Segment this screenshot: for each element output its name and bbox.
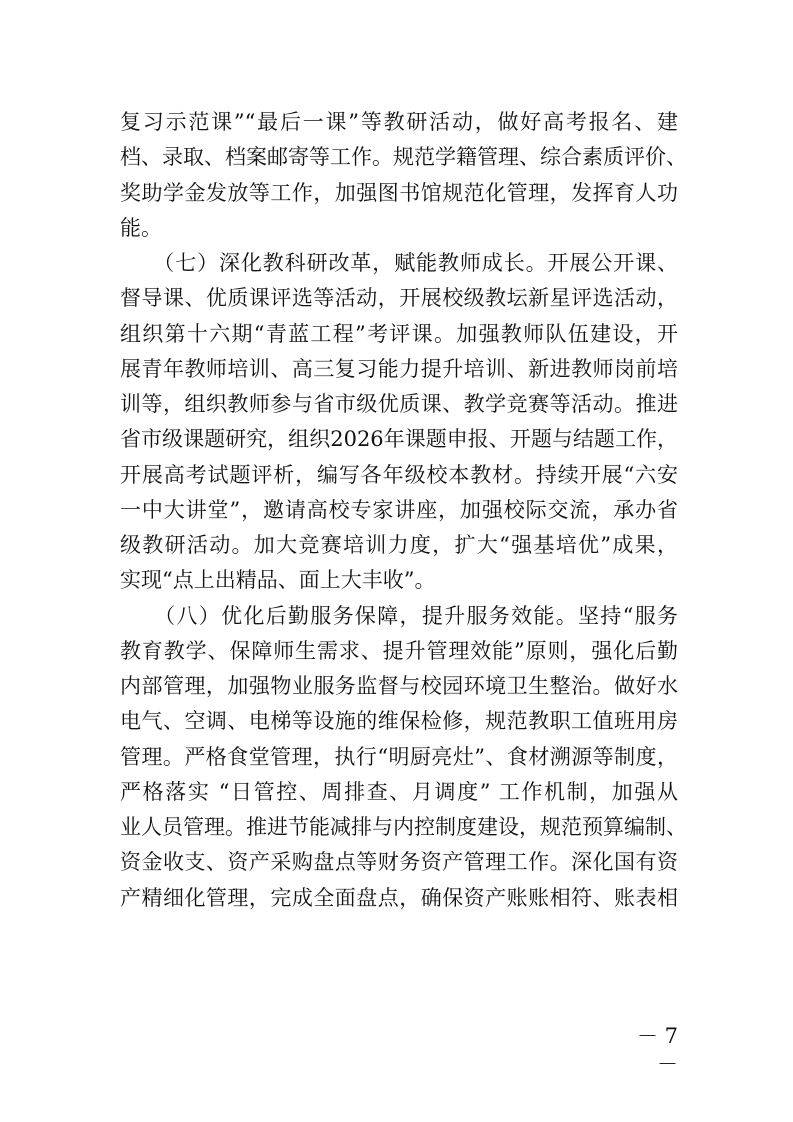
- text-line: 内部管理，加强物业服务监督与校园环境卫生整治。做好水: [120, 674, 678, 698]
- text-line: 业人员管理。推进节能减排与内控制度建设，规范预算编制、: [120, 815, 687, 839]
- text-line: 教育教学、保障师生需求、提升管理效能”原则，强化后勤: [120, 638, 678, 663]
- text-line: 一中大讲堂”，邀请高校专家讲座，加强校际交流，承办省: [120, 497, 678, 522]
- text-line: 档、录取、档案邮寄等工作。规范学籍管理、综合素质评价、: [120, 145, 687, 170]
- text-line: 奖助学金发放等工作，加强图书馆规范化管理，发挥育人功: [120, 180, 678, 205]
- text-line: 组织第十六期“青蓝工程”考评课。加强教师队伍建设，开: [120, 321, 678, 346]
- text-line: 级教研活动。加大竞赛培训力度，扩大“强基培优”成果，: [120, 533, 678, 557]
- text-line: 管理。严格食堂管理，执行“明厨亮灶”、食材溯源等制度，: [120, 744, 678, 769]
- text-line: 展青年教师培训、高三复习能力提升培训、新进教师岗前培: [120, 356, 678, 381]
- paragraph-heading-line: （七）深化教科研改革，赋能教师成长。开展公开课、: [120, 251, 678, 275]
- text-line: 开展高考试题评析，编写各年级校本教材。持续开展“六安: [120, 462, 678, 487]
- text-line: 实现“点上出精品、面上大丰收”。: [120, 568, 436, 593]
- text-line: 产精细化管理，完成全面盘点，确保资产账账相符、账表相: [120, 885, 678, 910]
- text-line: 严格落实 “日管控、周排查、月调度” 工作机制，加强从: [120, 779, 678, 804]
- paragraph-heading-line: （八）优化后勤服务保障，提升服务效能。坚持“服务: [120, 603, 678, 628]
- text-line: 训等，组织教师参与省市级优质课、教学竞赛等活动。推进: [120, 392, 678, 416]
- text-line: 督导课、优质课评选等活动，开展校级教坛新星评选活动，: [120, 286, 678, 311]
- body-text: [120, 105, 687, 916]
- text-line: 电气、空调、电梯等设施的维保检修，规范教职工值班用房: [120, 709, 678, 734]
- text-line: 省市级课题研究，组织2026年课题申报、开题与结题工作，: [120, 427, 678, 452]
- page-number: － 7 －: [636, 1024, 678, 1076]
- text-line: 资金收支、资产采购盘点等财务资产管理工作。深化国有资: [120, 850, 678, 875]
- text-line: 能。: [120, 215, 162, 240]
- text-line: 复习示范课”“最后一课”等教研活动，做好高考报名、建: [120, 110, 678, 134]
